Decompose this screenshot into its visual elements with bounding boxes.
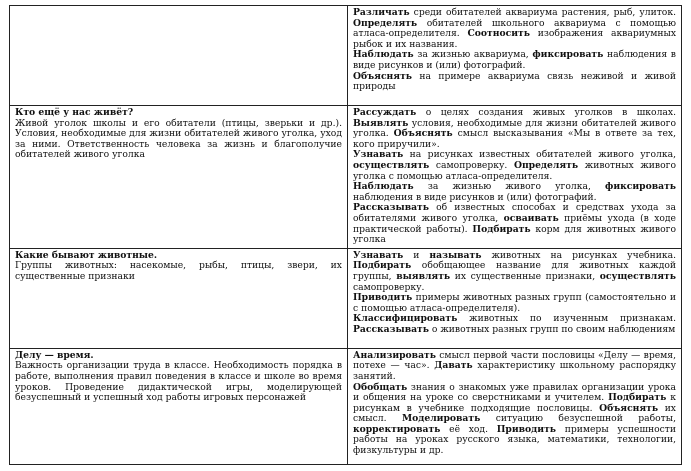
activities-cell (348, 248, 682, 348)
activity-verb: Приводить (496, 423, 557, 435)
activity-text: наблюдения в виде рисунков и (или) фотографий. (353, 49, 676, 71)
activity-text: за жизнью аквариума, (413, 49, 533, 61)
activity-text: изображения аквариумных рыбок и их названия. (353, 28, 677, 50)
activity-text: условия, необходимые для жизни обитателей живого уголка. (353, 117, 676, 140)
activity-verb: Анализировать (353, 349, 436, 361)
activity-verb: Рассказывать (353, 323, 429, 335)
activity-verb: выявлять (396, 270, 451, 282)
topic-title: Какие бывают животные. (15, 249, 158, 261)
activity-text: животных по изученным признакам. (457, 313, 676, 325)
topic-text: Группы животных: насекомые, рыбы, птицы, звери, их существенные признаки (15, 260, 342, 282)
activity-paragraph (353, 50, 676, 71)
activity-text: характеристику школьному распорядку занятий. (353, 360, 676, 382)
topic-title: Делу — время. (15, 349, 94, 361)
activity-verb: Наблюдать (353, 49, 414, 61)
activity-text: и (403, 249, 430, 261)
activity-verb: Приводить (353, 292, 413, 304)
activity-verb: Узнавать (353, 149, 404, 161)
activity-verb: Подбирать (608, 392, 667, 404)
activity-verb: Различать (353, 7, 410, 18)
topic-cell (10, 248, 348, 348)
activity-text: смысл высказывания «Мы в ответе за тех, кого приручили». (353, 128, 676, 150)
activity-text: ситуацию безуспешной работы, (480, 413, 676, 425)
activity-verb: Обобщать (353, 381, 408, 393)
topic-cell (10, 106, 348, 249)
activity-text: о животных разных групп по своим наблюдениям (428, 323, 676, 335)
activity-verb: Подбирать (353, 260, 412, 272)
activity-text: наблюдения в виде рисунков и (или) фотографий. (353, 191, 597, 203)
activity-paragraph (353, 72, 676, 93)
activity-paragraph (353, 182, 676, 203)
activity-verb: фиксировать (532, 49, 604, 61)
activity-verb: Давать (434, 360, 473, 372)
activity-text: об известных способах и средствах ухода за обитателями живого уголка, (353, 202, 676, 224)
activity-text: самопроверку. (353, 281, 425, 293)
activity-text: обобщающее название для животных каждой группы, (353, 260, 676, 282)
activity-text: знания о знакомых уже правилах организации урока и общения на уроке со сверстниками и учителем. (353, 381, 676, 404)
table-row (10, 106, 682, 249)
activity-text: примеры животных разных групп (самостоятельно и с помощью атласа-определителя). (353, 292, 676, 314)
activity-paragraph (353, 108, 676, 150)
activity-text: обитателей школьного аквариума с помощью атласа-определителя. (353, 17, 676, 40)
activity-text: на рисунках известных обитателей живого уголка, (403, 149, 676, 161)
table-row (10, 6, 682, 106)
activity-verb: Классифицировать (353, 313, 458, 325)
activity-paragraph (353, 314, 676, 335)
table-body (10, 6, 682, 465)
topic-text: Живой уголок школы и его обитатели (птицы, зверьки и др.). Условия, необходимые для жизни обитателей живого уголка, уход за ними. Ответственность человека за жизнь и благополучие обитателей живого уголка (15, 117, 342, 161)
activity-paragraph (353, 150, 676, 182)
activity-text: приёмы ухода (в ходе практической работы). (353, 212, 676, 235)
activity-paragraph (353, 8, 676, 50)
activity-verb: Определять (353, 17, 418, 29)
activity-paragraph (353, 351, 676, 383)
activities-cell (348, 348, 682, 464)
table-row (10, 248, 682, 348)
activity-text: примеры успешности работы на уроках русского языка, математики, технологии, физкультуры и др. (353, 423, 676, 457)
activity-verb: Объяснять (599, 402, 659, 414)
activity-verb: Объяснять (393, 128, 453, 140)
activity-text: о целях создания живых уголков в школах. (416, 107, 676, 118)
activity-text: среди обитателей аквариума растения, рыб, улиток. (409, 7, 676, 18)
curriculum-table (9, 5, 682, 465)
activity-text: за жизнью живого уголка, (413, 181, 606, 193)
activity-paragraph (353, 203, 676, 245)
activity-verb: Подбирать (472, 223, 531, 235)
activities-cell (348, 106, 682, 249)
table-row (10, 348, 682, 464)
activity-text: её ход. (440, 423, 497, 435)
activity-text: самопроверку. (429, 159, 514, 171)
activity-text: их существенные признаки, (450, 270, 600, 282)
activity-verb: Наблюдать (353, 181, 414, 193)
activity-text: на примере аквариума связь неживой и живой природы (353, 70, 676, 93)
activity-verb: называть (429, 249, 482, 261)
activity-text: смысл первой части пословицы «Делу — время, потехе — час». (353, 349, 676, 372)
activity-text: животных на рисунках учебника. (481, 249, 676, 261)
activity-paragraph (353, 251, 676, 293)
activity-verb: Моделировать (401, 413, 481, 425)
activity-verb: осваивать (503, 212, 559, 224)
activity-verb: Узнавать (353, 249, 404, 261)
activity-verb: Определять (513, 159, 579, 171)
activity-paragraph (353, 383, 676, 457)
activity-verb: фиксировать (605, 181, 676, 193)
activities-cell (348, 6, 682, 106)
activity-verb: Рассуждать (353, 107, 417, 118)
activity-verb: Рассказывать (353, 202, 429, 214)
activity-verb: осуществлять (353, 159, 430, 171)
activity-verb: Выявлять (353, 117, 409, 129)
activity-verb: Объяснять (353, 70, 413, 82)
topic-text: Важность организации труда в классе. Необходимость порядка в работе, выполнения правил поведения в классе и школе во время уроков. Проведение дидактической игры, моделирующей безуспешный и успешный ход работы игровых персонажей (15, 360, 342, 404)
activity-verb: корректировать (353, 423, 441, 435)
activity-text: животных живого уголка с помощью атласа-определителя. (353, 159, 676, 182)
activity-text: корм для животных живого уголка (353, 223, 676, 246)
activity-text: к рисункам в учебнике подходящие пословицы. (353, 392, 676, 414)
activity-verb: осуществлять (599, 270, 676, 282)
topic-cell (10, 348, 348, 464)
topic-cell (10, 6, 348, 106)
topic-title: Кто ещё у нас живёт? (15, 107, 134, 118)
activity-paragraph (353, 293, 676, 314)
activity-verb: Соотносить (467, 28, 530, 40)
activity-text: их смысл. (353, 402, 676, 425)
